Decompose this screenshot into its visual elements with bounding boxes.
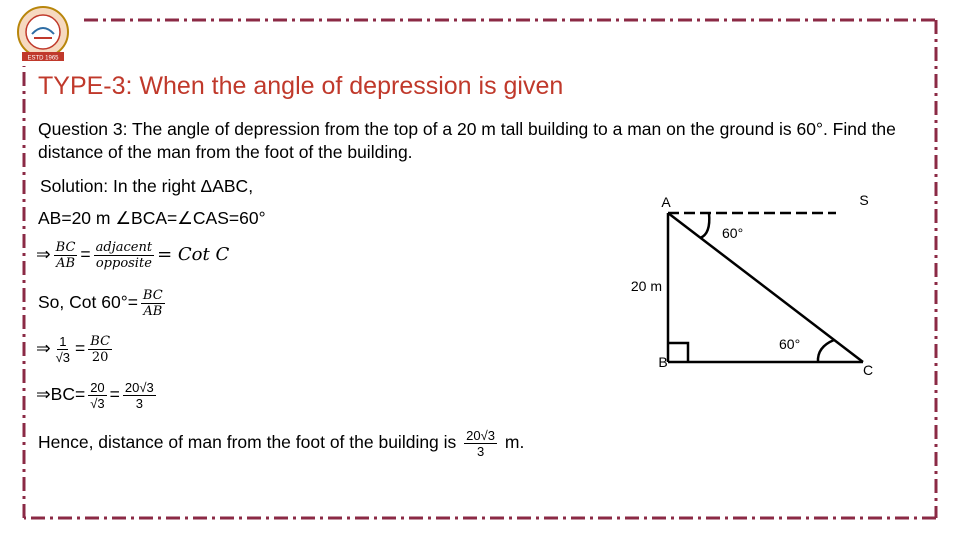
denominator: 20 — [91, 350, 109, 365]
cot-60-text: So, Cot 60°= — [38, 292, 138, 313]
denominator: 3 — [476, 444, 485, 459]
denominator: 3 — [135, 396, 143, 411]
right-angle-mark — [668, 343, 688, 362]
equals-sign: = — [80, 244, 91, 265]
school-logo — [10, 4, 76, 64]
numerator: 20√3 — [466, 428, 495, 443]
fraction-answer — [464, 428, 497, 459]
implies-arrow: ⇒ — [36, 338, 51, 359]
numerator: BC — [142, 288, 163, 303]
step-1 — [36, 240, 229, 271]
denominator: √3 — [90, 396, 105, 411]
angle-arc-a — [700, 213, 709, 238]
fraction-bc-ab — [141, 288, 165, 319]
fraction-bc-ab — [54, 240, 78, 271]
cot-c: = Cot C — [157, 244, 230, 266]
equals-sign: = — [109, 384, 120, 405]
fraction-bc-20 — [88, 334, 112, 365]
solution-intro: Solution: In the right ΔABC, — [40, 176, 254, 196]
angle-arc-c — [818, 340, 834, 362]
angle-label-bottom: 60° — [779, 336, 801, 352]
step-4 — [36, 380, 159, 411]
label-a: A — [661, 194, 671, 210]
conclusion — [38, 428, 524, 459]
question-text: Question 3: The angle of depression from the top of a 20 m tall building to a man on the ground is 60°. Find the distance of the man from the foot of the building. — [38, 119, 896, 162]
denominator: AB — [143, 304, 163, 319]
denominator: opposite — [95, 256, 152, 271]
label-c: C — [862, 362, 874, 378]
numerator: BC — [55, 240, 76, 255]
page-title: TYPE-3: When the angle of depression is given — [38, 72, 564, 100]
given-statement: AB=20 m ∠BCA=∠CAS=60° — [38, 208, 266, 228]
logo-year: ESTD 1965 — [27, 55, 59, 62]
angle-label-top: 60° — [722, 225, 744, 241]
triangle-diagram — [600, 185, 900, 385]
label-s: S — [859, 192, 869, 208]
conclusion-text: Hence, distance of man from the foot of the building is — [38, 432, 457, 453]
label-b: B — [658, 354, 668, 370]
bc-equals: ⇒BC= — [36, 384, 86, 405]
numerator: BC — [90, 334, 111, 349]
height-label: 20 m — [630, 278, 662, 294]
numerator: adjacent — [95, 240, 153, 255]
fraction-adjacent-opposite — [94, 240, 154, 271]
denominator: √3 — [55, 350, 71, 365]
equals-sign: = — [75, 338, 86, 359]
numerator: 20 — [90, 380, 105, 395]
numerator: 1 — [59, 334, 67, 349]
implies-arrow: ⇒ — [36, 244, 51, 265]
numerator: 20√3 — [124, 380, 154, 395]
fraction-1-root3 — [54, 334, 72, 365]
denominator: AB — [56, 256, 76, 271]
step-3 — [36, 334, 115, 365]
unit-m: m. — [504, 432, 525, 453]
fraction-20root3-3 — [123, 380, 156, 411]
fraction-20-root3 — [88, 380, 106, 411]
step-2 — [38, 288, 168, 319]
